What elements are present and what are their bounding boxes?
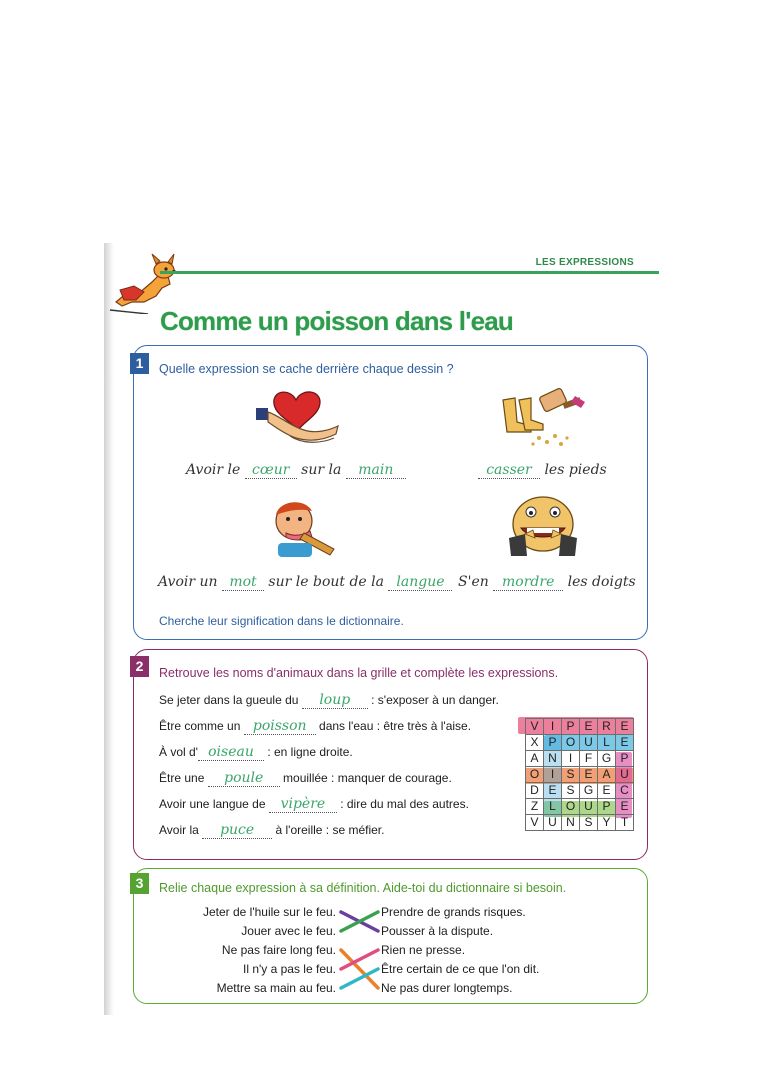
ex3-right-3: Rien ne presse. — [381, 943, 466, 957]
ex3-right-2: Pousser à la dispute. — [381, 924, 494, 938]
ex1-line-3: Avoir un mot sur le bout de la langue — [158, 574, 452, 591]
word-search-grid: V I P E R E X P O U L E A N I F G P O I S E A U D E S G E C Z L O U P E V U N S Y T — [525, 718, 634, 831]
ex2-sentence-5: Avoir une langue de vipère : dire du mal des autres. — [159, 796, 469, 812]
ex1-line-2: casser les pieds — [478, 462, 607, 479]
page-fold-shadow — [104, 243, 114, 1015]
exercise-1-number: 1 — [130, 353, 149, 374]
ex1-line-4: S'en mordre les doigts — [458, 574, 636, 590]
boy-biting-fingers-icon — [503, 494, 583, 560]
ex1-answer-6: mordre — [502, 574, 555, 590]
exercise-1-question: Quelle expression se cache derrière chaque dessin ? — [159, 362, 454, 376]
dog-mascot-icon — [108, 252, 180, 314]
boy-tongue-icon — [264, 497, 338, 563]
ex3-left-2: Jouer avec le feu. — [241, 924, 336, 938]
ex1-answer-5: langue — [396, 574, 445, 590]
ex1-answer-2: main — [358, 462, 394, 478]
ex3-link-lines — [338, 902, 382, 998]
ex3-left-5: Mettre sa main au feu. — [216, 981, 336, 995]
link-line-4 — [341, 950, 378, 969]
ex1-footnote: Cherche leur signification dans le dictionnaire. — [159, 614, 404, 628]
ex3-left-4: Il n'y a pas le feu. — [242, 962, 336, 976]
section-label: LES EXPRESSIONS — [535, 257, 634, 268]
heart-in-hands-icon — [250, 386, 342, 444]
header-rule — [160, 271, 659, 274]
exercise-3-number: 3 — [130, 873, 149, 894]
ex2-sentence-3: À vol d' oiseau : en ligne droite. — [159, 744, 353, 760]
ex2-sentence-4: Être une poule mouillée : manquer de courage. — [159, 770, 452, 786]
ex3-right-5: Ne pas durer longtemps. — [381, 981, 513, 995]
ex1-answer-3: casser — [486, 462, 532, 478]
ex1-answer-1: cœur — [252, 462, 290, 478]
ex2-sentence-2: Être comme un poisson dans l'eau : être très à l'aise. — [159, 718, 472, 734]
ex2-sentence-6: Avoir la puce à l'oreille : se méfier. — [159, 822, 385, 838]
ex1-answer-4: mot — [229, 574, 257, 590]
page-title: Comme un poisson dans l'eau — [160, 306, 513, 336]
exercise-2-number: 2 — [130, 656, 149, 677]
link-line-5 — [341, 969, 378, 988]
ex2-sentence-1: Se jeter dans la gueule du loup : s'exposer à un danger. — [159, 692, 499, 708]
ex3-left-3: Ne pas faire long feu. — [221, 943, 336, 957]
ex3-right-1: Prendre de grands risques. — [381, 905, 526, 919]
link-line-3 — [341, 950, 378, 988]
exercise-3-question: Relie chaque expression à sa définition. Aide-toi du dictionnaire si besoin. — [159, 881, 567, 895]
ex3-right-4: Être certain de ce que l'on dit. — [381, 962, 540, 976]
ex1-line-1: Avoir le cœur sur la main — [186, 462, 406, 479]
feet-with-hammer-icon — [497, 386, 591, 452]
exercise-2-question: Retrouve les noms d'animaux dans la grille et complète les expressions. — [159, 666, 559, 680]
ex3-left-1: Jeter de l'huile sur le feu. — [202, 905, 336, 919]
